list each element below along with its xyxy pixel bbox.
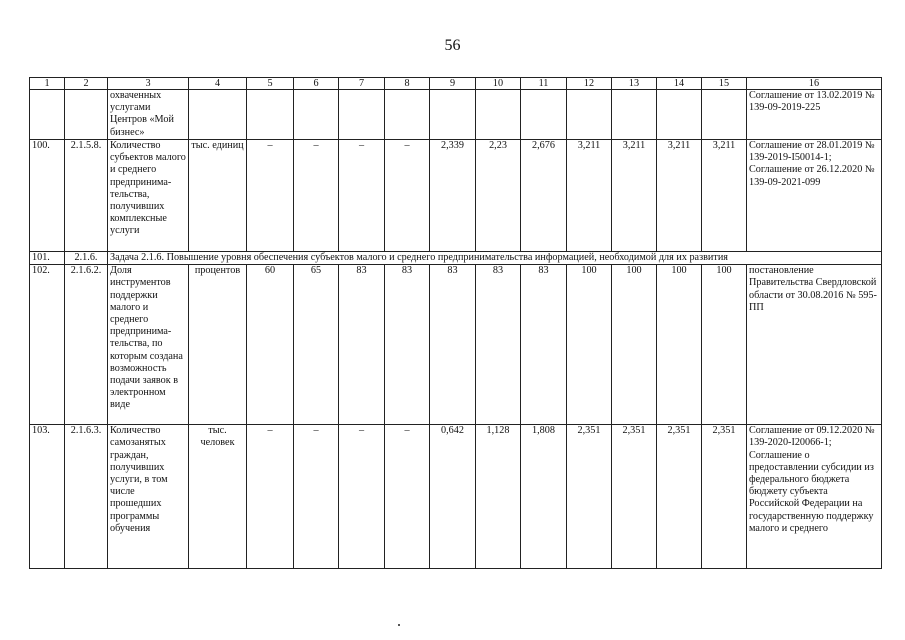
value-cell-col-13: 2,351 <box>612 425 657 569</box>
table-row <box>30 140 882 252</box>
unit-of-measure: тыс. единиц <box>189 140 247 252</box>
value-cell-col-10 <box>476 90 521 140</box>
value-cell-col-10: 83 <box>476 265 521 425</box>
source-document: Соглашение от 13.02.2019 № 139-09-2019-225 <box>747 90 882 140</box>
source-document: Соглашение от 28.01.2019 № 139-2019-I50014-1; Соглашение от 26.12.2020 № 139-09-2021-099 <box>747 140 882 252</box>
value-cell-col-7: – <box>339 425 385 569</box>
value-cell-col-8: – <box>385 425 430 569</box>
row-number: 101. <box>30 252 65 265</box>
value-cell-col-14: 100 <box>657 265 702 425</box>
value-cell-col-11: 83 <box>521 265 567 425</box>
value-cell-col-12: 2,351 <box>567 425 612 569</box>
value-cell-col-12: 3,211 <box>567 140 612 252</box>
indicator-name: Количество самозанятых граждан, получивших услуги, в том числе прошедших программы обучения <box>108 425 189 569</box>
header-cell-12: 12 <box>567 78 612 90</box>
indicators-table <box>29 77 882 569</box>
value-cell-col-6: – <box>294 425 339 569</box>
table-header-row <box>30 78 882 90</box>
row-code: 2.1.6. <box>65 252 108 265</box>
row-code <box>65 90 108 140</box>
value-cell-col-10: 2,23 <box>476 140 521 252</box>
value-cell-col-6: 65 <box>294 265 339 425</box>
header-cell-10: 10 <box>476 78 521 90</box>
indicator-name: Доля инструментов поддержки малого и среднего предпринима-тельства, по которым создана возможность подачи заявок в электронном виде <box>108 265 189 425</box>
value-cell-col-14: 2,351 <box>657 425 702 569</box>
value-cell-col-15: 3,211 <box>702 140 747 252</box>
source-document: Соглашение от 09.12.2020 № 139-2020-I20066-1; Соглашение о предоставлении субсидии из федерального бюджета бюджету субъекта Российской Федерации на государственную поддержку малого и среднего <box>747 425 882 569</box>
header-cell-15: 15 <box>702 78 747 90</box>
table-row <box>30 90 882 140</box>
value-cell-col-12 <box>567 90 612 140</box>
value-cell-col-7: – <box>339 140 385 252</box>
header-cell-16: 16 <box>747 78 882 90</box>
value-cell-col-15: 2,351 <box>702 425 747 569</box>
header-cell-3: 3 <box>108 78 189 90</box>
row-code: 2.1.6.3. <box>65 425 108 569</box>
value-cell-col-9: 0,642 <box>430 425 476 569</box>
value-cell-col-9 <box>430 90 476 140</box>
value-cell-col-5 <box>247 90 294 140</box>
value-cell-col-5: – <box>247 140 294 252</box>
value-cell-col-6: – <box>294 140 339 252</box>
header-cell-9: 9 <box>430 78 476 90</box>
value-cell-col-13: 3,211 <box>612 140 657 252</box>
row-number <box>30 90 65 140</box>
table-body <box>30 78 882 569</box>
value-cell-col-14 <box>657 90 702 140</box>
value-cell-col-12: 100 <box>567 265 612 425</box>
task-row <box>30 252 882 265</box>
row-code: 2.1.5.8. <box>65 140 108 252</box>
indicator-name: охваченных услугами Центров «Мой бизнес» <box>108 90 189 140</box>
row-number: 100. <box>30 140 65 252</box>
header-cell-7: 7 <box>339 78 385 90</box>
value-cell-col-8: 83 <box>385 265 430 425</box>
header-cell-1: 1 <box>30 78 65 90</box>
value-cell-col-9: 83 <box>430 265 476 425</box>
row-code: 2.1.6.2. <box>65 265 108 425</box>
table-row <box>30 425 882 569</box>
value-cell-col-11: 1,808 <box>521 425 567 569</box>
header-cell-4: 4 <box>189 78 247 90</box>
header-cell-13: 13 <box>612 78 657 90</box>
task-title: Задача 2.1.6. Повышение уровня обеспечения субъектов малого и среднего предпринимательства информацией, необходимой для их развития <box>108 252 882 265</box>
value-cell-col-6 <box>294 90 339 140</box>
header-cell-2: 2 <box>65 78 108 90</box>
value-cell-col-15 <box>702 90 747 140</box>
value-cell-col-14: 3,211 <box>657 140 702 252</box>
value-cell-col-10: 1,128 <box>476 425 521 569</box>
indicator-name: Количество субъектов малого и среднего предпринима-тельства, получивших комплексные услуги <box>108 140 189 252</box>
value-cell-col-13 <box>612 90 657 140</box>
value-cell-col-11: 2,676 <box>521 140 567 252</box>
source-document: постановление Правительства Свердловской области от 30.08.2016 № 595-ПП <box>747 265 882 425</box>
value-cell-col-13: 100 <box>612 265 657 425</box>
header-cell-11: 11 <box>521 78 567 90</box>
value-cell-col-9: 2,339 <box>430 140 476 252</box>
header-cell-8: 8 <box>385 78 430 90</box>
header-cell-5: 5 <box>247 78 294 90</box>
unit-of-measure: тыс. человек <box>189 425 247 569</box>
page-number: 56 <box>444 37 461 54</box>
header-cell-14: 14 <box>657 78 702 90</box>
value-cell-col-8: – <box>385 140 430 252</box>
value-cell-col-11 <box>521 90 567 140</box>
row-number: 103. <box>30 425 65 569</box>
value-cell-col-15: 100 <box>702 265 747 425</box>
value-cell-col-7: 83 <box>339 265 385 425</box>
value-cell-col-8 <box>385 90 430 140</box>
header-cell-6: 6 <box>294 78 339 90</box>
value-cell-col-5: 60 <box>247 265 294 425</box>
scan-speck <box>398 624 400 626</box>
value-cell-col-7 <box>339 90 385 140</box>
table-row <box>30 265 882 425</box>
row-number: 102. <box>30 265 65 425</box>
unit-of-measure <box>189 90 247 140</box>
unit-of-measure: процентов <box>189 265 247 425</box>
value-cell-col-5: – <box>247 425 294 569</box>
